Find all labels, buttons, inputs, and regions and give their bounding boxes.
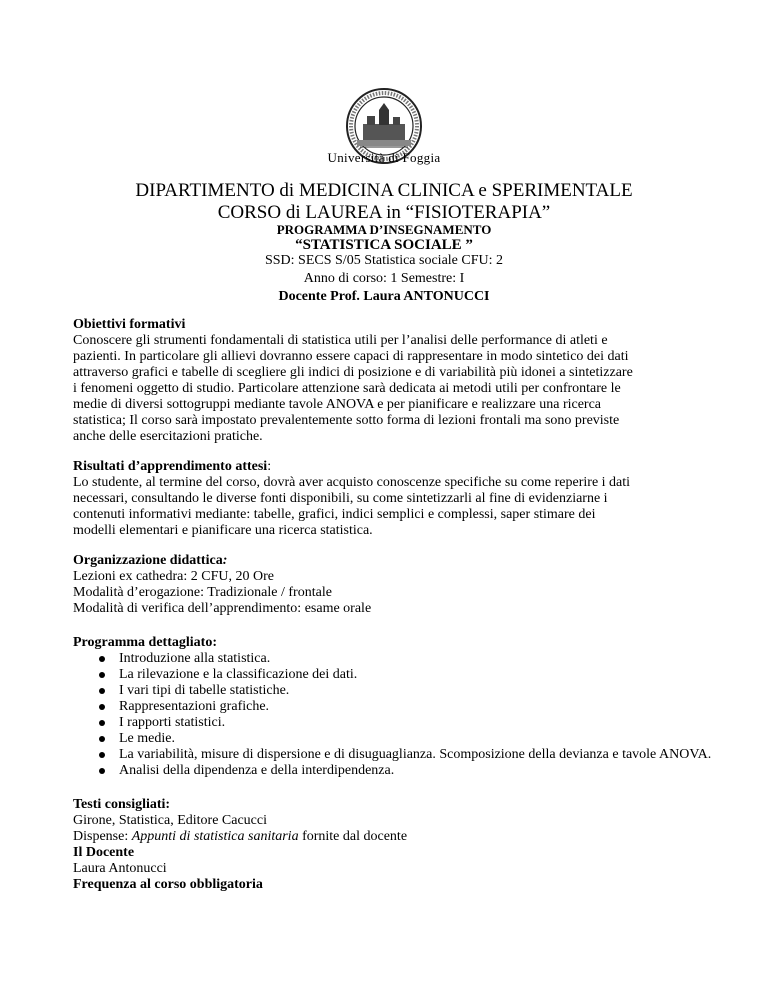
bullet-icon (99, 656, 105, 662)
results-line: contenuti informativi mediante: tabelle, grafici, indici semplici e complessi, saper stimare dei (73, 507, 596, 522)
results-line: Lo studente, al termine del corso, dovrà aver acquisto conoscenze specifiche su come reperire i dati (73, 475, 631, 490)
list-item-text: La rilevazione e la classificazione dei dati. (119, 667, 358, 682)
bullet-icon (99, 736, 105, 742)
organization-colon: : (222, 553, 228, 568)
list-item-text: Analisi della dipendenza e della interdipendenza. (119, 763, 395, 778)
results-heading: Risultati d’apprendimento attesi (73, 459, 268, 474)
organization-section (73, 553, 713, 617)
teacher-name: Laura Antonucci (73, 861, 167, 876)
organization-line: Modalità d’erogazione: Tradizionale / frontale (73, 585, 332, 600)
results-colon: : (267, 459, 272, 474)
bullet-icon (99, 688, 105, 694)
objectives-line: statistica; Il corso sarà impostato prevalentemente sotto forma di lezioni frontali ma sono previste (73, 413, 620, 428)
list-item (119, 715, 713, 731)
objectives-line: Conoscere gli strumenti fondamentali di statistica utili per l’analisi delle performance di atleti e (73, 333, 608, 348)
bullet-icon (99, 672, 105, 678)
list-item (119, 651, 713, 667)
document-body (73, 317, 713, 907)
objectives-text (73, 333, 713, 445)
results-heading-row (73, 459, 713, 475)
teacher-line: Docente Prof. Laura ANTONUCCI (278, 289, 490, 304)
list-item (119, 667, 713, 683)
objectives-line: pazienti. In particolare gli allievi dovranno essere capaci di rappresentare in modo sintetico dei dati (73, 349, 629, 364)
results-line: necessari, consultando le diverse fonti disponibili, su come sintetizzarli al fine di evidenziarne i (73, 491, 608, 506)
organization-heading-row (73, 553, 713, 569)
objectives-section (73, 317, 713, 445)
program-section (73, 635, 713, 779)
university-seal-logo (327, 86, 441, 186)
bullet-icon (99, 768, 105, 774)
attendance-line: Frequenza al corso obbligatoria (73, 877, 263, 892)
results-text (73, 475, 713, 539)
university-name: Università di Foggia (327, 150, 441, 165)
course-info (0, 252, 768, 306)
organization-line: Lezioni ex cathedra: 2 CFU, 20 Ore (73, 569, 274, 584)
handouts-suffix: fornite dal docente (298, 829, 408, 844)
objectives-heading: Obiettivi formativi (73, 317, 186, 332)
results-line: modelli elementari e pianificare una ricerca statistica. (73, 523, 373, 538)
bullet-icon (99, 720, 105, 726)
subject-title: “STATISTICA SOCIALE ” (295, 237, 473, 253)
texts-section (73, 797, 713, 893)
list-item-text: La variabilità, misure di dispersione e di disuguaglianza. Scomposizione della devianza e tavole ANOVA. (119, 747, 712, 762)
department-title: DIPARTIMENTO di MEDICINA CLINICA e SPERIMENTALE (135, 180, 633, 201)
handouts-line (73, 829, 713, 845)
handouts-title: Appunti di statistica sanitaria (131, 829, 299, 844)
program-list (73, 651, 713, 779)
list-item (119, 683, 713, 699)
objectives-line: anche delle esercitazioni pratiche. (73, 429, 263, 444)
book-line: Girone, Statistica, Editore Cacucci (73, 813, 267, 828)
list-item-text: Introduzione alla statistica. (119, 651, 271, 666)
list-item-text: Le medie. (119, 731, 175, 746)
texts-heading: Testi consigliati: (73, 797, 171, 812)
list-item-text: Rappresentazioni grafiche. (119, 699, 270, 714)
objectives-line: attraverso grafici e tabelle di scegliere gli indici di posizione e di variabilità più idonei a sintetizzare (73, 365, 633, 380)
course-title: CORSO di LAUREA in “FISIOTERAPIA” (217, 202, 551, 223)
list-item (119, 747, 713, 763)
results-section (73, 459, 713, 539)
handouts-prefix: Dispense: (73, 829, 132, 844)
header-titles (0, 180, 768, 224)
bullet-icon (99, 704, 105, 710)
ssd-line: SSD: SECS S/05 Statistica sociale CFU: 2 (264, 253, 504, 268)
year-semester-line: Anno di corso: 1 Semestre: I (303, 271, 465, 286)
bullet-icon (99, 752, 105, 758)
teacher-heading: Il Docente (73, 845, 135, 860)
list-item (119, 763, 713, 779)
list-item (119, 699, 713, 715)
list-item-text: I rapporti statistici. (119, 715, 226, 730)
program-heading: Programma dettagliato: (73, 635, 217, 650)
list-item-text: I vari tipi di tabelle statistiche. (119, 683, 290, 698)
organization-line: Modalità di verifica dell’apprendimento: esame orale (73, 601, 372, 616)
objectives-line: i fenomeni oggetto di studio. Particolare attenzione sarà dedicata ai metodi utili per confrontare le (73, 381, 621, 396)
list-item (119, 731, 713, 747)
program-label: PROGRAMMA D’INSEGNAMENTO (276, 222, 492, 237)
objectives-line: medie di diversi sottogruppi mediante tavole ANOVA e per pianificare e realizzare una ricerca (73, 397, 602, 412)
organization-heading: Organizzazione didattica (73, 553, 223, 568)
